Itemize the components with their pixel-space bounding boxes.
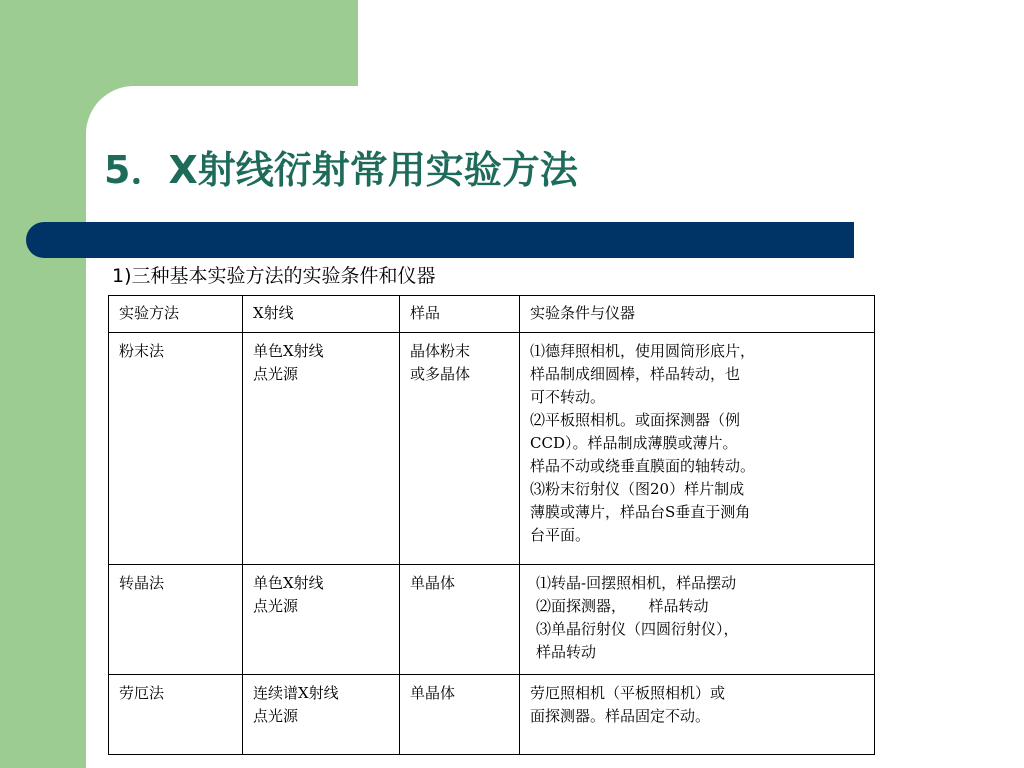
table-row — [109, 675, 875, 755]
cell-sample: 晶体粉末 或多晶体 — [400, 333, 520, 565]
methods-table — [108, 295, 875, 755]
table-row — [109, 333, 875, 565]
slide-title: 5．X射线衍射常用实验方法 — [104, 148, 578, 192]
table-row — [109, 565, 875, 675]
cell-conditions: ⑴德拜照相机，使用圆筒形底片， 样品制成细圆棒，样品转动，也 可不转动。 ⑵平板照相机。或面探测器（例 CCD）。样品制成薄膜或薄片。 样品不动或绕垂直膜面的轴转动。 ⑶粉末衍射仪（图20）样片制成 薄膜或薄片，样品台S垂直于测角 台平面。 — [520, 333, 875, 565]
cell-conditions: 劳厄照相机（平板照相机）或 面探测器。样品固定不动。 — [520, 675, 875, 755]
header-xray: X射线 — [243, 296, 400, 333]
cell-method: 劳厄法 — [109, 675, 243, 755]
cell-sample: 单晶体 — [400, 675, 520, 755]
header-conditions: 实验条件与仪器 — [520, 296, 875, 333]
cell-method: 转晶法 — [109, 565, 243, 675]
cell-xray: 单色X射线 点光源 — [243, 333, 400, 565]
cell-xray: 连续谱X射线 点光源 — [243, 675, 400, 755]
cell-sample: 单晶体 — [400, 565, 520, 675]
cell-xray: 单色X射线 点光源 — [243, 565, 400, 675]
cell-method: 粉末法 — [109, 333, 243, 565]
title-underline-bar — [26, 222, 854, 258]
cell-conditions: ⑴转晶-回摆照相机，样品摆动 ⑵面探测器， 样品转动 ⑶单晶衍射仪（四圆衍射仪）， 样品转动 — [520, 565, 875, 675]
header-sample: 样品 — [400, 296, 520, 333]
section-subtitle: 1)三种基本实验方法的实验条件和仪器 — [112, 265, 436, 287]
header-method: 实验方法 — [109, 296, 243, 333]
table-header-row — [109, 296, 875, 333]
